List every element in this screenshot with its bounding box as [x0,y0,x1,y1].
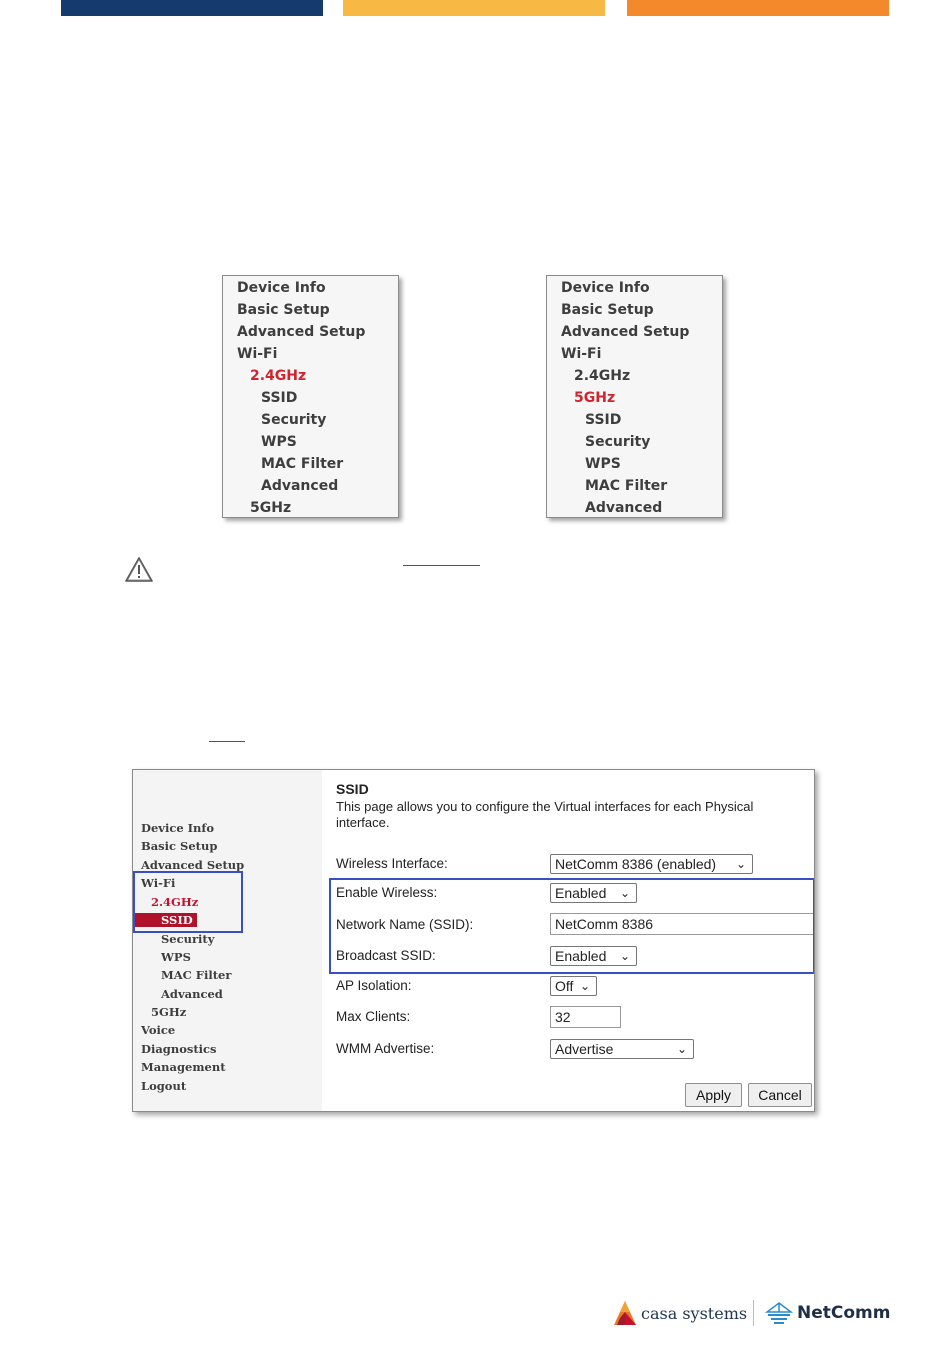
chevron-down-icon: ⌄ [676,1042,687,1056]
menu-item-5ghz[interactable]: 5GHz [574,390,616,406]
menu-item-mac-filter[interactable]: MAC Filter [261,456,344,472]
page-description: This page allows you to configure the Virtual interfaces for each Physical interface. [336,799,754,830]
header-bar-navy [61,0,323,16]
chevron-down-icon: ⌄ [735,857,746,871]
menu-item-basic-setup[interactable]: Basic Setup [237,302,330,318]
chevron-down-icon: ⌄ [579,979,590,993]
menu-item-wifi[interactable]: Wi-Fi [561,346,602,362]
sidebar-item-logout[interactable]: Logout [141,1079,187,1093]
chevron-down-icon: ⌄ [619,886,630,900]
menu-item-5ghz[interactable]: 5GHz [250,500,292,516]
casa-systems-logo [613,1298,747,1328]
menu-item-advanced[interactable]: Advanced [585,500,663,516]
logo-divider [753,1300,754,1326]
menu-screenshot-24ghz [222,275,399,518]
ssid-page-content [322,770,814,1111]
menu-item-advanced-setup[interactable]: Advanced Setup [561,324,690,340]
sidebar-item-5ghz[interactable]: 5GHz [151,1005,187,1019]
ap-isolation-label: AP Isolation: [336,978,412,993]
menu-item-24ghz[interactable]: 2.4GHz [574,368,631,384]
netcomm-logo [765,1298,890,1328]
sidebar-item-wps[interactable]: WPS [161,950,191,964]
ssid-page-screenshot [132,769,815,1112]
sidebar-item-ssid[interactable]: SSID [133,913,197,927]
header-bar-orange [627,0,889,16]
menu-item-advanced-setup[interactable]: Advanced Setup [237,324,366,340]
menu-item-basic-setup[interactable]: Basic Setup [561,302,654,318]
network-name-label: Network Name (SSID): [336,917,474,932]
sidebar-item-management[interactable]: Management [141,1060,226,1074]
sidebar-item-voice[interactable]: Voice [141,1023,176,1037]
max-clients-input[interactable]: 32 [550,1006,621,1028]
menu-item-security[interactable]: Security [261,412,327,428]
menu-item-advanced[interactable]: Advanced [261,478,339,494]
sidebar-item-security[interactable]: Security [161,932,215,946]
menu-screenshot-5ghz [546,275,723,518]
menu-item-mac-filter[interactable]: MAC Filter [585,478,668,494]
page-title: SSID [336,781,369,797]
enable-wireless-select[interactable]: Enabled ⌄ [550,883,637,903]
sidebar-item-24ghz[interactable]: 2.4GHz [151,895,199,909]
wireless-interface-label: Wireless Interface: [336,856,448,871]
broadcast-ssid-select[interactable]: Enabled ⌄ [550,946,637,966]
sidebar-item-diagnostics[interactable]: Diagnostics [141,1042,217,1056]
sidebar-item-advanced[interactable]: Advanced [161,987,223,1001]
menu-item-device-info[interactable]: Device Info [561,280,650,296]
max-clients-label: Max Clients: [336,1009,411,1024]
casa-logo-text: casa systems [641,1303,748,1323]
wmm-advertise-select[interactable]: Advertise ⌄ [550,1039,694,1059]
fields-highlight-box [329,878,815,974]
netcomm-logo-text: NetComm [797,1303,891,1323]
sidebar-item-mac-filter[interactable]: MAC Filter [161,968,232,982]
menu-item-ssid[interactable]: SSID [261,390,298,406]
network-name-input[interactable]: NetComm 8386 [550,913,815,935]
menu-item-security[interactable]: Security [585,434,651,450]
ap-isolation-select[interactable]: Off ⌄ [550,976,597,996]
sidebar-item-device-info[interactable]: Device Info [141,821,215,835]
casa-logo-icon [613,1300,637,1326]
netcomm-logo-icon [765,1300,793,1326]
menu-item-ssid[interactable]: SSID [585,412,622,428]
ssid-page-sidebar [133,770,322,1111]
menu-item-wifi[interactable]: Wi-Fi [237,346,278,362]
wifi-highlight-box [133,871,243,933]
menu-item-device-info[interactable]: Device Info [237,280,326,296]
cancel-button[interactable]: Cancel [748,1083,812,1107]
header-bar-yellow [343,0,605,16]
link-underline [403,565,480,566]
broadcast-ssid-label: Broadcast SSID: [336,948,436,963]
sidebar-item-advanced-setup[interactable]: Advanced Setup [141,858,245,872]
apply-button[interactable]: Apply [685,1083,742,1107]
menu-item-wps[interactable]: WPS [585,456,621,472]
menu-item-24ghz[interactable]: 2.4GHz [250,368,307,384]
link-underline [209,741,245,742]
sidebar-item-wifi[interactable]: Wi-Fi [141,876,176,890]
warning-triangle-icon [124,556,154,584]
wmm-advertise-label: WMM Advertise: [336,1041,435,1056]
menu-item-wps[interactable]: WPS [261,434,297,450]
chevron-down-icon: ⌄ [619,949,630,963]
enable-wireless-label: Enable Wireless: [336,885,438,900]
sidebar-item-basic-setup[interactable]: Basic Setup [141,839,218,853]
wireless-interface-select[interactable]: NetComm 8386 (enabled) ⌄ [550,854,753,874]
